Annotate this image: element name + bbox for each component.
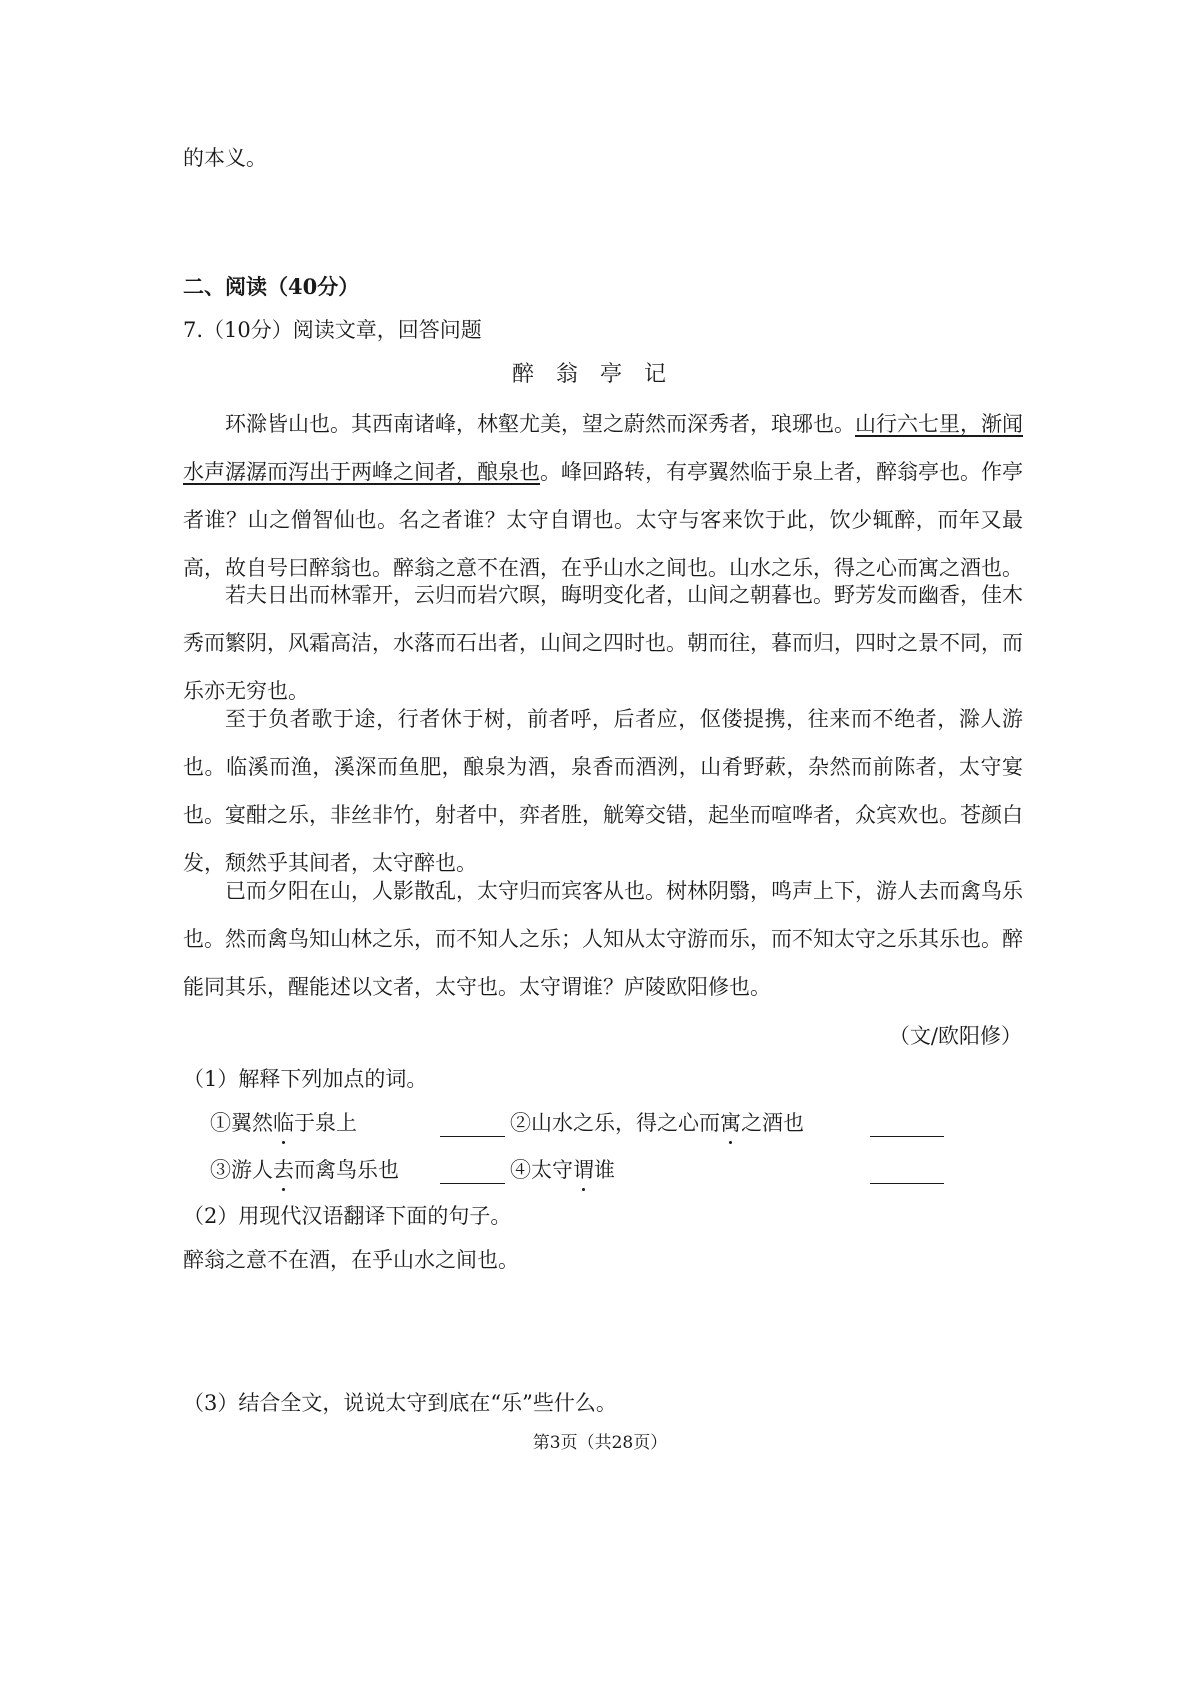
subquestion-1-prompt: （1）解释下列加点的词。	[183, 1067, 428, 1091]
question-7-stem: 7.（10分）阅读文章，回答问题	[183, 318, 482, 342]
passage-paragraph-4: 已而夕阳在山，人影散乱，太守归而宾客从也。树林阴翳，鸣声上下，游人去而禽鸟乐也。然而禽鸟知山林之乐，而不知人之乐；人知从太守游而乐，而不知太守之乐其乐也。醉能同其乐，醒能述以文者，太守也。太守谓谁？庐陵欧阳修也。	[183, 879, 1023, 999]
passage-paragraph-3: 至于负者歌于途，行者休于树，前者呼，后者应，伛偻提携，往来而不绝者，滁人游也。临溪而渔，溪深而鱼肥，酿泉为酒，泉香而酒洌，山肴野蔌，杂然而前陈者，太守宴也。宴酣之乐，非丝非竹，射者中，弈者胜，觥筹交错，起坐而喧哗者，众宾欢也。苍颜白发，颓然乎其间者，太守醉也。	[183, 707, 1023, 875]
vocab-item-2: ②山水之乐，得之心而寓之酒也	[510, 1108, 804, 1138]
subquestion-2-prompt: （2）用现代汉语翻译下面的句子。	[183, 1204, 512, 1228]
page-footer: 第3页（共28页）	[532, 1433, 668, 1453]
dotted-char: 临	[273, 1108, 294, 1138]
attribution: （文/欧阳修）	[888, 1024, 1022, 1048]
passage-paragraph-2: 若夫日出而林霏开，云归而岩穴暝，晦明变化者，山间之朝暮也。野芳发而幽香，佳木秀而繁阴，风霜高洁，水落而石出者，山间之四时也。朝而往，暮而归，四时之景不同，而乐亦无穷也。	[183, 583, 1023, 703]
passage-title: 醉翁亭记	[511, 362, 688, 387]
vocab-item-4: ④太守谓谁	[510, 1155, 615, 1185]
dotted-char: 谓	[573, 1155, 594, 1185]
translation-sentence: 醉翁之意不在酒，在乎山水之间也。	[183, 1248, 519, 1272]
answer-blank-4[interactable]	[870, 1183, 944, 1184]
passage-p1-text-b: 。峰回路转，有亭翼然临于泉上者，醉翁亭也。作亭者谁？山之僧智仙也。名之者谁？太守自谓也。太守与客来饮于此，饮少辄醉，而年又最高，故自号曰醉翁也。醉翁之意不在酒，在乎山水之间也。山水之乐，得之心而寓之酒也。	[183, 460, 1023, 580]
answer-blank-1[interactable]	[440, 1136, 505, 1137]
subquestion-3-prompt: （3）结合全文，说说太守到底在“乐”些什么。	[183, 1391, 617, 1415]
answer-blank-3[interactable]	[440, 1183, 505, 1184]
dotted-char: 去	[273, 1155, 294, 1185]
section-heading: 二、阅读（40分）	[183, 274, 360, 299]
vocab-item-3: ③游人去而禽鸟乐也	[210, 1155, 399, 1185]
passage-p1-underlined-sentence: 山行六七里，渐闻水声潺潺而泻出于两峰之间者，酿泉也	[183, 412, 1023, 484]
dotted-char: 寓	[720, 1108, 741, 1138]
passage-paragraph-1	[183, 400, 1023, 592]
passage-p1-text-a: 环滁皆山也。其西南诸峰，林壑尤美，望之蔚然而深秀者，琅琊也。	[225, 412, 855, 436]
vocab-item-1: ①翼然临于泉上	[210, 1108, 357, 1138]
previous-answer-fragment: 的本义。	[183, 146, 267, 170]
answer-blank-2[interactable]	[870, 1136, 944, 1137]
